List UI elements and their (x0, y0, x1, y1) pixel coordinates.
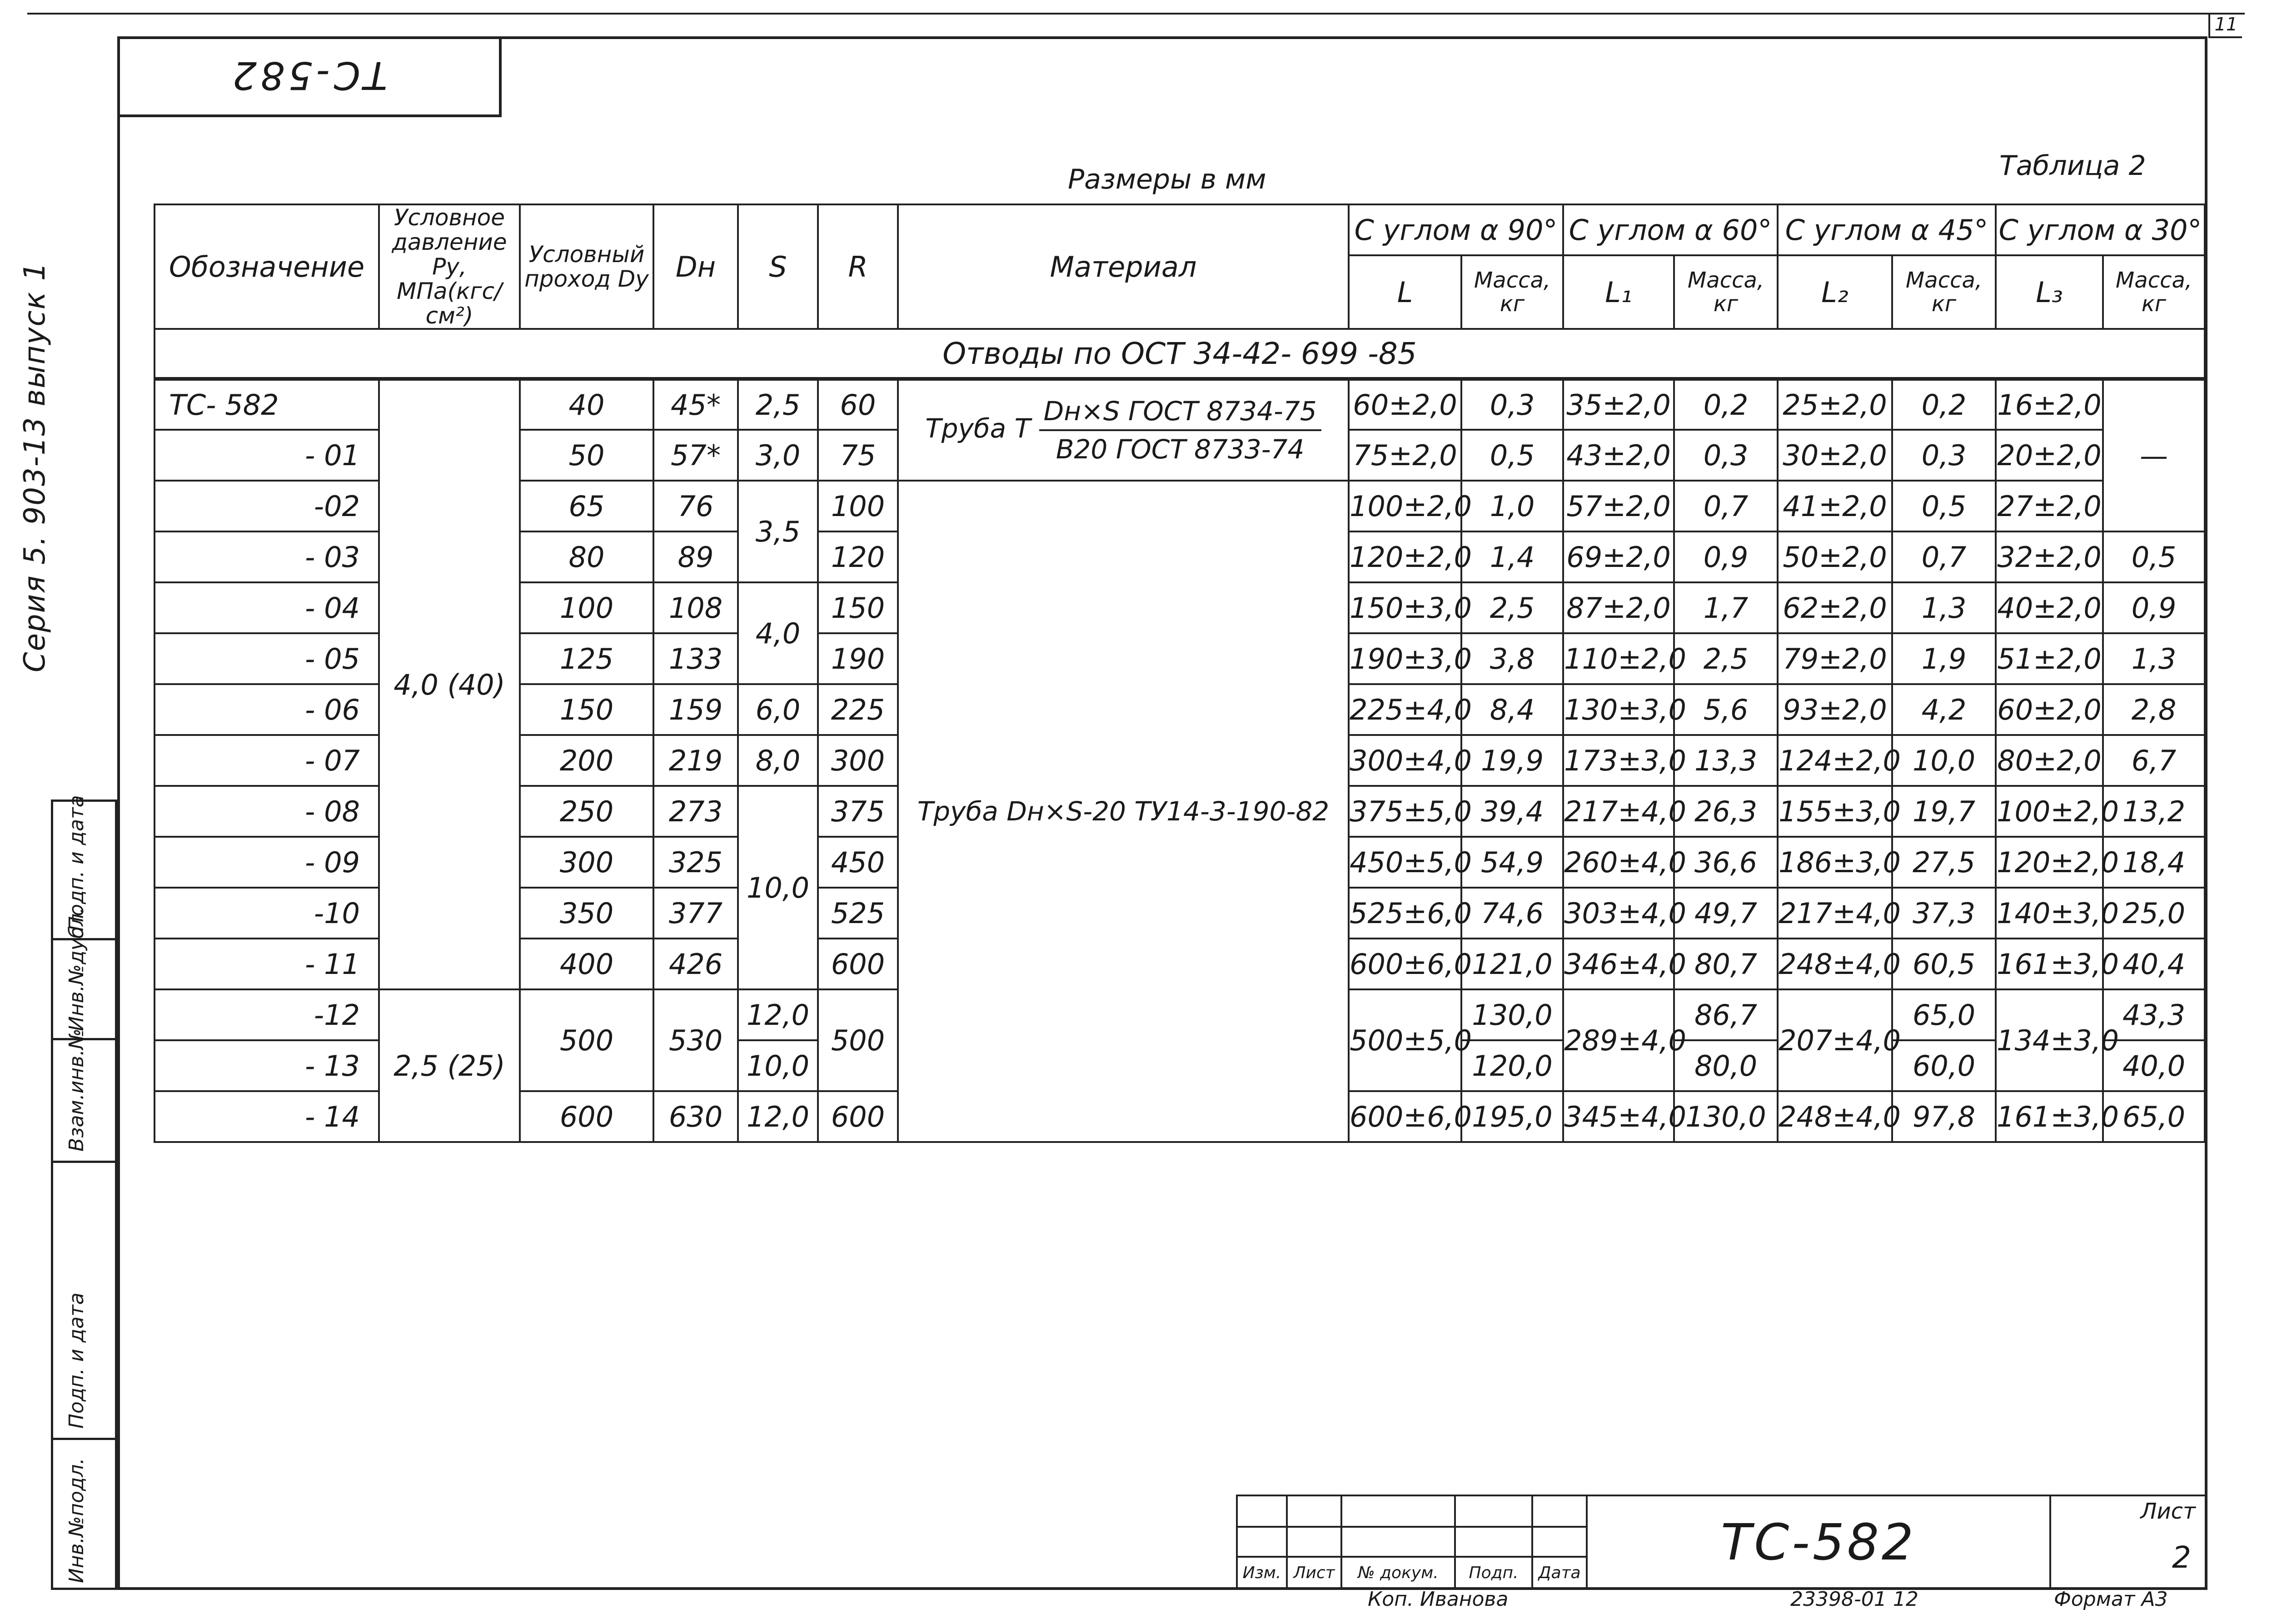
tb-col-doc: № докум. (1341, 1557, 1455, 1589)
cell-r: 525 (818, 888, 898, 939)
cell-s: 2,5 (738, 379, 818, 430)
cell-mass-60: 130,0 (1674, 1091, 1778, 1142)
cell-mass-45: 1,9 (1892, 633, 1996, 684)
cell-l2: 155±3,0 (1778, 786, 1892, 837)
cell-mass-30: 2,8 (2103, 684, 2205, 735)
cell-mass-30: 65,0 (2103, 1091, 2205, 1142)
cell-l3: 60±2,0 (1996, 684, 2103, 735)
strip-inv-dubl: Инв.№дубл. (65, 907, 88, 1031)
cell-dn: 133 (653, 633, 738, 684)
cell-dy: 100 (520, 582, 653, 633)
cell-l: 450±5,0 (1349, 837, 1461, 888)
cell-dy: 150 (520, 684, 653, 735)
cell-s: 6,0 (738, 684, 818, 735)
cell-mass-45: 4,2 (1892, 684, 1996, 735)
cell-l3: 40±2,0 (1996, 582, 2103, 633)
cell-mass-30-dash: — (2103, 379, 2205, 531)
cell-designation: -10 (154, 888, 379, 939)
cell-mass-60: 13,3 (1674, 735, 1778, 786)
hdr-l1: L₁ (1563, 255, 1674, 329)
cell-r: 120 (818, 531, 898, 582)
cell-mass-60: 80,7 (1674, 939, 1778, 989)
hdr-l: L (1349, 255, 1461, 329)
cell-mass-30: 6,7 (2103, 735, 2205, 786)
cell-mass-45: 27,5 (1892, 837, 1996, 888)
cell-designation: ТС- 582 (154, 379, 379, 430)
cell-l: 525±6,0 (1349, 888, 1461, 939)
tb-cell (1341, 1527, 1455, 1557)
material-a-denominator: В20 ГОСТ 8733-74 (1056, 434, 1305, 465)
cell-dn: 108 (653, 582, 738, 633)
material-a-numerator: Dн×S ГОСТ 8734-75 (1039, 396, 1321, 431)
cell-dy: 200 (520, 735, 653, 786)
cell-dy: 80 (520, 531, 653, 582)
top-stamp (117, 36, 502, 117)
cell-mass-30: 13,2 (2103, 786, 2205, 837)
hdr-mass-90: Масса, кг (1461, 255, 1563, 329)
cell-l3: 161±3,0 (1996, 1091, 2103, 1142)
cell-s: 8,0 (738, 735, 818, 786)
paper-format: Формат А3 (2054, 1588, 2168, 1611)
cell-l1: 87±2,0 (1563, 582, 1674, 633)
tb-cell (1341, 1495, 1455, 1527)
cell-l2: 93±2,0 (1778, 684, 1892, 735)
cell-mass-45: 19,7 (1892, 786, 1996, 837)
cell-l1: 110±2,0 (1563, 633, 1674, 684)
cell-l2: 248±4,0 (1778, 1091, 1892, 1142)
cell-s: 4,0 (738, 582, 818, 684)
cell-dn: 630 (653, 1091, 738, 1142)
cell-mass-45: 0,5 (1892, 481, 1996, 531)
spec-table (154, 204, 2206, 1143)
cell-mass-60: 86,7 (1674, 989, 1778, 1040)
strip-divider (53, 1161, 117, 1163)
cell-s: 12,0 (738, 1091, 818, 1142)
cell-dy: 50 (520, 430, 653, 481)
hdr-passage: Условный проход Dy (520, 204, 653, 329)
cell-l3: 20±2,0 (1996, 430, 2103, 481)
cell-l3: 100±2,0 (1996, 786, 2103, 837)
cell-l2: 207±4,0 (1778, 989, 1892, 1091)
cell-dn: 219 (653, 735, 738, 786)
cell-mass-60: 49,7 (1674, 888, 1778, 939)
strip-podp-data-2: Подп. и дата (65, 795, 88, 931)
cell-mass-90: 130,0 (1461, 989, 1563, 1040)
cell-r: 100 (818, 481, 898, 531)
title-block-sheet-no: 2 (2050, 1527, 2206, 1589)
strip-vzam-inv: Взам.инв.№ (65, 1028, 88, 1152)
cell-dn: 426 (653, 939, 738, 989)
cell-mass-45: 0,2 (1892, 379, 1996, 430)
hdr-pressure: Условное давление Ру, МПа(кгс/см²) (379, 204, 520, 329)
cell-designation: - 08 (154, 786, 379, 837)
cell-mass-45: 0,3 (1892, 430, 1996, 481)
title-block-doc-code: ТС-582 (1587, 1495, 2050, 1589)
cell-l1: 217±4,0 (1563, 786, 1674, 837)
cell-mass-90: 120,0 (1461, 1040, 1563, 1091)
cell-designation: - 13 (154, 1040, 379, 1091)
cell-l1: 43±2,0 (1563, 430, 1674, 481)
cell-mass-90: 8,4 (1461, 684, 1563, 735)
hdr-angle-90: С углом α 90° (1349, 204, 1563, 255)
cell-dn: 89 (653, 531, 738, 582)
cell-mass-90: 1,0 (1461, 481, 1563, 531)
hdr-angle-45: С углом α 45° (1778, 204, 1996, 255)
cell-l3: 51±2,0 (1996, 633, 2103, 684)
cell-mass-90: 19,9 (1461, 735, 1563, 786)
cell-l2: 62±2,0 (1778, 582, 1892, 633)
cell-mass-60: 26,3 (1674, 786, 1778, 837)
cell-l: 75±2,0 (1349, 430, 1461, 481)
cell-l: 500±5,0 (1349, 989, 1461, 1091)
cell-r: 375 (818, 786, 898, 837)
cell-l2: 79±2,0 (1778, 633, 1892, 684)
cell-l1: 289±4,0 (1563, 989, 1674, 1091)
strip-podp-data: Подп. и дата (65, 1292, 88, 1429)
cell-mass-45: 37,3 (1892, 888, 1996, 939)
cell-dy: 500 (520, 989, 653, 1091)
cell-designation: - 14 (154, 1091, 379, 1142)
cell-l3: 161±3,0 (1996, 939, 2103, 989)
cell-l: 300±4,0 (1349, 735, 1461, 786)
cell-material-a (898, 379, 1349, 481)
cell-l: 600±6,0 (1349, 939, 1461, 989)
tb-cell (1287, 1495, 1341, 1527)
cell-mass-30: 18,4 (2103, 837, 2205, 888)
cell-dy: 350 (520, 888, 653, 939)
cell-l3: 27±2,0 (1996, 481, 2103, 531)
cell-dn: 530 (653, 989, 738, 1091)
cell-designation: -02 (154, 481, 379, 531)
tb-col-date: Дата (1532, 1557, 1587, 1589)
cell-designation: - 06 (154, 684, 379, 735)
hdr-mass-30: Масса, кг (2103, 255, 2205, 329)
cell-designation: - 11 (154, 939, 379, 989)
cell-mass-30: 25,0 (2103, 888, 2205, 939)
cell-l3: 134±3,0 (1996, 989, 2103, 1091)
cell-mass-60: 5,6 (1674, 684, 1778, 735)
cell-mass-30: 0,5 (2103, 531, 2205, 582)
tb-cell (1287, 1527, 1341, 1557)
copied-by: Коп. Иванова (1368, 1588, 1509, 1611)
cell-dn: 57* (653, 430, 738, 481)
hdr-mass-60: Масса, кг (1674, 255, 1778, 329)
cell-l1: 130±3,0 (1563, 684, 1674, 735)
cell-mass-60: 1,7 (1674, 582, 1778, 633)
cell-dn: 273 (653, 786, 738, 837)
cell-r: 190 (818, 633, 898, 684)
cell-l2: 30±2,0 (1778, 430, 1892, 481)
sheet-corner-number: 11 (2208, 13, 2242, 38)
cell-mass-90: 3,8 (1461, 633, 1563, 684)
cell-mass-90: 54,9 (1461, 837, 1563, 888)
cell-material-b: Труба Dн×S-20 ТУ14-3-190-82 (898, 481, 1349, 1142)
title-block-sheet-label: Лист (2050, 1495, 2206, 1527)
cell-mass-30: 43,3 (2103, 989, 2205, 1040)
tb-cell (1455, 1495, 1532, 1527)
dimensions-caption: Размеры в мм (1068, 164, 1266, 195)
tb-cell (1532, 1527, 1587, 1557)
material-a-prefix: Труба Т (925, 413, 1031, 444)
cell-l: 225±4,0 (1349, 684, 1461, 735)
cell-r: 75 (818, 430, 898, 481)
cell-mass-90: 1,4 (1461, 531, 1563, 582)
cell-l1: 303±4,0 (1563, 888, 1674, 939)
cell-l1: 173±3,0 (1563, 735, 1674, 786)
cell-l: 120±2,0 (1349, 531, 1461, 582)
cell-l3: 140±3,0 (1996, 888, 2103, 939)
strip-inv-podl: Инв.№подл. (65, 1458, 88, 1583)
cell-l3: 80±2,0 (1996, 735, 2103, 786)
cell-r: 500 (818, 989, 898, 1091)
hdr-dn: Dн (653, 204, 738, 329)
cell-l1: 35±2,0 (1563, 379, 1674, 430)
cell-l2: 50±2,0 (1778, 531, 1892, 582)
cell-mass-90: 74,6 (1461, 888, 1563, 939)
material-a-fraction (1039, 396, 1321, 465)
cell-dn: 45* (653, 379, 738, 430)
cell-dy: 40 (520, 379, 653, 430)
cell-l2: 186±3,0 (1778, 837, 1892, 888)
cell-dn: 377 (653, 888, 738, 939)
cell-mass-90: 0,5 (1461, 430, 1563, 481)
cell-mass-60: 0,9 (1674, 531, 1778, 582)
cell-dn: 325 (653, 837, 738, 888)
cell-mass-60: 80,0 (1674, 1040, 1778, 1091)
top-stamp-code: ТС-582 (229, 53, 388, 98)
cell-l3: 32±2,0 (1996, 531, 2103, 582)
tb-col-list: Лист (1287, 1557, 1341, 1589)
cell-dy: 300 (520, 837, 653, 888)
cell-dn: 76 (653, 481, 738, 531)
tb-cell (1237, 1495, 1287, 1527)
hdr-designation: Обозначение (154, 204, 379, 329)
cell-l: 190±3,0 (1349, 633, 1461, 684)
cell-mass-30: 1,3 (2103, 633, 2205, 684)
cell-r: 225 (818, 684, 898, 735)
hdr-r: R (818, 204, 898, 329)
cell-s: 3,0 (738, 430, 818, 481)
cell-l2: 248±4,0 (1778, 939, 1892, 989)
cell-designation: - 07 (154, 735, 379, 786)
section-title: Отводы по ОСТ 34-42- 699 -85 (154, 329, 2205, 379)
cell-mass-90: 0,3 (1461, 379, 1563, 430)
cell-l3: 120±2,0 (1996, 837, 2103, 888)
cell-mass-45: 60,0 (1892, 1040, 1996, 1091)
cell-designation: -12 (154, 989, 379, 1040)
cell-pressure-group-b: 2,5 (25) (379, 989, 520, 1142)
cell-r: 600 (818, 1091, 898, 1142)
cell-l1: 69±2,0 (1563, 531, 1674, 582)
cell-mass-90: 195,0 (1461, 1091, 1563, 1142)
table-row (154, 379, 2205, 430)
cell-r: 450 (818, 837, 898, 888)
cell-dy: 600 (520, 1091, 653, 1142)
cell-mass-90: 39,4 (1461, 786, 1563, 837)
tb-col-izm: Изм. (1237, 1557, 1287, 1589)
cell-mass-45: 0,7 (1892, 531, 1996, 582)
cell-mass-45: 10,0 (1892, 735, 1996, 786)
hdr-l3: L₃ (1996, 255, 2103, 329)
hdr-material: Материал (898, 204, 1349, 329)
tb-cell (1237, 1527, 1287, 1557)
cell-s: 10,0 (738, 786, 818, 989)
hdr-mass-45: Масса, кг (1892, 255, 1996, 329)
cell-mass-45: 97,8 (1892, 1091, 1996, 1142)
title-block (1236, 1495, 2207, 1590)
cell-mass-30: 0,9 (2103, 582, 2205, 633)
cell-mass-30: 40,0 (2103, 1040, 2205, 1091)
frame-top-line (27, 13, 2245, 15)
cell-r: 150 (818, 582, 898, 633)
cell-mass-45: 60,5 (1892, 939, 1996, 989)
cell-r: 600 (818, 939, 898, 989)
cell-mass-45: 1,3 (1892, 582, 1996, 633)
cell-mass-60: 0,3 (1674, 430, 1778, 481)
hdr-l2: L₂ (1778, 255, 1892, 329)
hdr-s: S (738, 204, 818, 329)
cell-designation: - 05 (154, 633, 379, 684)
strip-divider (53, 1438, 117, 1440)
cell-pressure-group-a: 4,0 (40) (379, 379, 520, 989)
cell-mass-45: 65,0 (1892, 989, 1996, 1040)
cell-mass-60: 36,6 (1674, 837, 1778, 888)
cell-mass-60: 0,7 (1674, 481, 1778, 531)
cell-s: 3,5 (738, 481, 818, 582)
cell-l: 150±3,0 (1349, 582, 1461, 633)
series-label: Серия 5. 903-13 выпуск 1 (18, 261, 52, 672)
cell-dy: 125 (520, 633, 653, 684)
cell-mass-60: 0,2 (1674, 379, 1778, 430)
cell-s: 10,0 (738, 1040, 818, 1091)
cell-l1: 260±4,0 (1563, 837, 1674, 888)
cell-designation: - 09 (154, 837, 379, 888)
cell-l3: 16±2,0 (1996, 379, 2103, 430)
cell-dn: 159 (653, 684, 738, 735)
cell-l: 100±2,0 (1349, 481, 1461, 531)
left-approval-strip (51, 795, 117, 1590)
cell-mass-30: 40,4 (2103, 939, 2205, 989)
tb-col-podp: Подп. (1455, 1557, 1532, 1589)
cell-r: 60 (818, 379, 898, 430)
cell-s: 12,0 (738, 989, 818, 1040)
order-number: 23398-01 12 (1790, 1588, 1918, 1611)
cell-l1: 345±4,0 (1563, 1091, 1674, 1142)
cell-designation: - 03 (154, 531, 379, 582)
table-number: Таблица 2 (1999, 150, 2146, 182)
hdr-angle-30: С углом α 30° (1996, 204, 2205, 255)
cell-dy: 65 (520, 481, 653, 531)
cell-l1: 57±2,0 (1563, 481, 1674, 531)
cell-designation: - 04 (154, 582, 379, 633)
hdr-angle-60: С углом α 60° (1563, 204, 1778, 255)
cell-designation: - 01 (154, 430, 379, 481)
tb-cell (1532, 1495, 1587, 1527)
cell-mass-90: 2,5 (1461, 582, 1563, 633)
cell-l: 600±6,0 (1349, 1091, 1461, 1142)
cell-l2: 41±2,0 (1778, 481, 1892, 531)
cell-dy: 250 (520, 786, 653, 837)
tb-cell (1455, 1527, 1532, 1557)
cell-l: 375±5,0 (1349, 786, 1461, 837)
cell-dy: 400 (520, 939, 653, 989)
cell-l2: 124±2,0 (1778, 735, 1892, 786)
cell-l1: 346±4,0 (1563, 939, 1674, 989)
cell-mass-90: 121,0 (1461, 939, 1563, 989)
cell-l2: 217±4,0 (1778, 888, 1892, 939)
cell-mass-60: 2,5 (1674, 633, 1778, 684)
cell-l: 60±2,0 (1349, 379, 1461, 430)
cell-l2: 25±2,0 (1778, 379, 1892, 430)
cell-r: 300 (818, 735, 898, 786)
